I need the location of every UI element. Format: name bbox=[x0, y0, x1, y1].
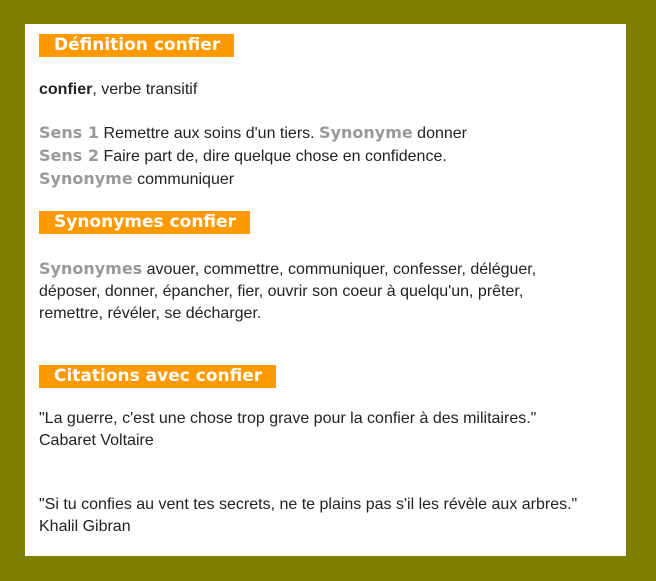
citation-1-quote: "La guerre, c'est une chose trop grave pour la confier à des militaires." bbox=[39, 410, 537, 427]
citation-2-quote: "Si tu confies au vent tes secrets, ne te plains pas s'il les révèle aux arbres." bbox=[39, 496, 578, 513]
definition-heading: Définition confier bbox=[39, 34, 234, 57]
sense-1 bbox=[39, 122, 609, 145]
sense-2-synonym: communiquer bbox=[132, 171, 235, 188]
sense-2-synonym-label: Synonyme bbox=[39, 169, 133, 188]
synonyms-list: avouer, commettre, communiquer, confesser, déléguer, déposer, donner, épancher, fier, ouvrir son coeur à quelqu'un, prêter, remettre, révéler, se décharger. bbox=[39, 261, 537, 322]
sense-2-text: Faire part de, dire quelque chose en confidence. bbox=[99, 148, 447, 165]
citations-heading: Citations avec confier bbox=[39, 365, 276, 388]
citation-1-author: Cabaret Voltaire bbox=[39, 432, 154, 449]
grammar-category: , verbe transitif bbox=[92, 81, 198, 98]
sense-1-label: Sens 1 bbox=[39, 123, 99, 142]
sense-1-text: Remettre aux soins d'un tiers. bbox=[99, 125, 320, 142]
sense-2 bbox=[39, 145, 609, 191]
citation-2-author: Khalil Gibran bbox=[39, 518, 131, 535]
content-panel bbox=[25, 24, 626, 556]
headword: confier bbox=[39, 81, 93, 98]
sense-list bbox=[39, 122, 609, 191]
sense-2-label: Sens 2 bbox=[39, 146, 99, 165]
synonyms-heading: Synonymes confier bbox=[39, 211, 250, 234]
citation-2 bbox=[39, 494, 604, 538]
sense-1-synonym: donner bbox=[412, 125, 467, 142]
citation-1 bbox=[39, 408, 549, 452]
sense-1-synonym-label: Synonyme bbox=[319, 123, 413, 142]
headword-line bbox=[39, 79, 609, 101]
synonyms-label: Synonymes bbox=[39, 259, 143, 278]
synonyms-block bbox=[39, 258, 559, 325]
